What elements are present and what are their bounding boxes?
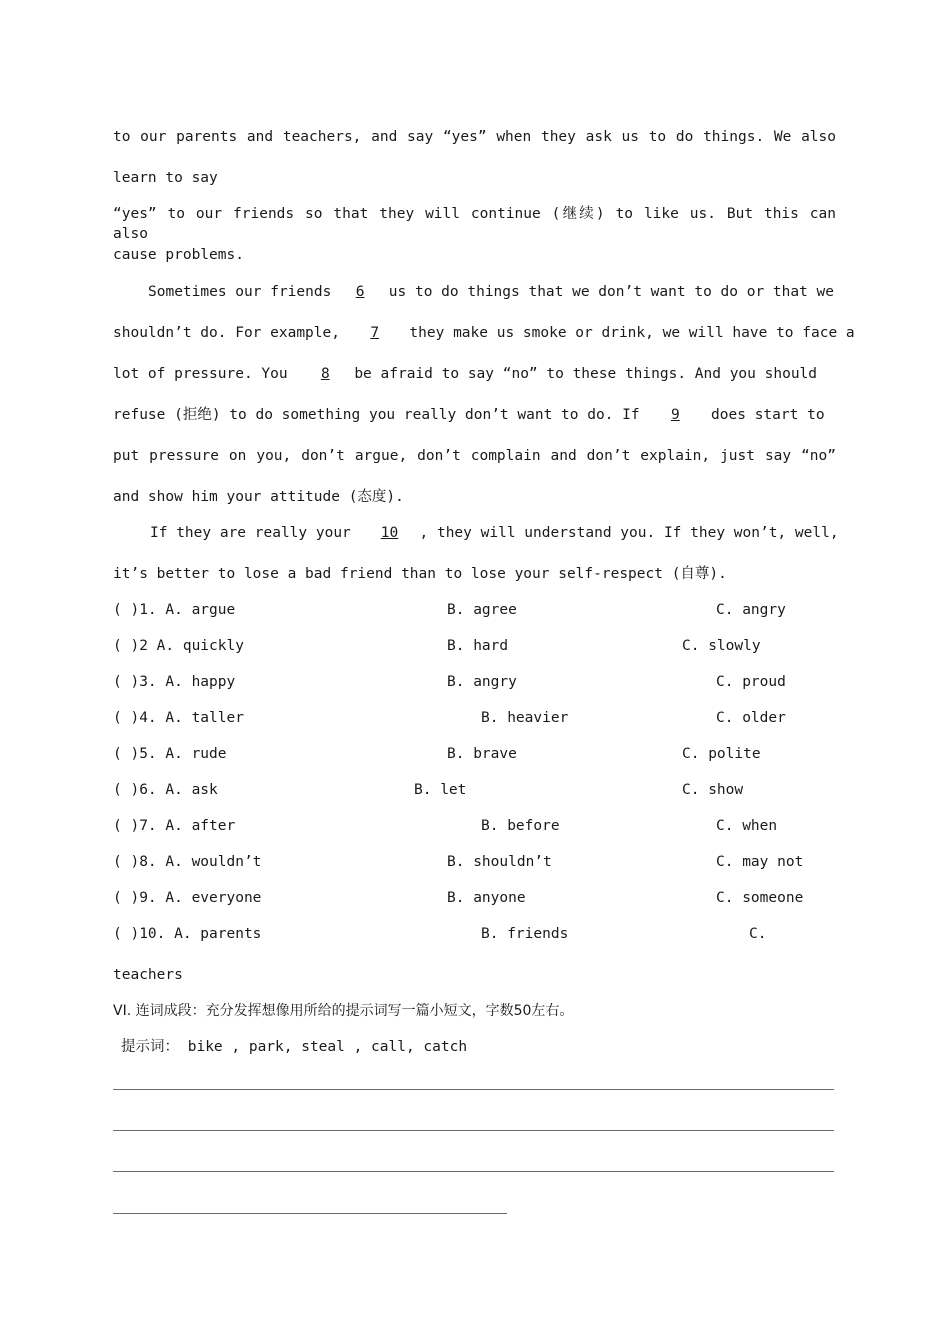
text-segment: If they are really your [150, 525, 360, 541]
blank-9: 9 [670, 407, 680, 423]
text-segment: , they will understand you. If they won’t, well, [419, 525, 839, 541]
text-segment: refuse (拒绝) to do something you really don’t want to do. If [113, 407, 649, 423]
question-8-option-a: ( )8. A. wouldn’t [113, 854, 262, 870]
question-7-option-b: B. before [481, 818, 560, 834]
question-3-option-b: B. angry [447, 674, 517, 690]
question-2-option-a: ( )2 A. quickly [113, 638, 244, 654]
passage-line: put pressure on you, don’t argue, don’t complain and don’t explain, just say “no” [113, 448, 836, 464]
passage-line: learn to say [113, 170, 218, 186]
question-1-option-c: C. angry [716, 602, 786, 618]
question-7-option-a: ( )7. A. after [113, 818, 236, 834]
question-10-option-c-wrap: teachers [113, 967, 183, 983]
question-9-option-c: C. someone [716, 890, 804, 906]
text-segment: be afraid to say “no” to these things. And you should [354, 366, 818, 382]
passage-line [150, 523, 839, 543]
passage-line: to our parents and teachers, and say “yes” when they ask us to do things. We also [113, 129, 836, 145]
passage-line: and show him your attitude (态度). [113, 489, 404, 505]
text-segment: does start to [702, 407, 825, 423]
question-3-option-a: ( )3. A. happy [113, 674, 236, 690]
passage-line [113, 364, 836, 384]
writing-line[interactable] [113, 1171, 834, 1172]
question-10-option-c: C. [749, 926, 767, 942]
passage-line: “yes” to our friends so that they will continue (继续) to like us. But this can also [113, 206, 836, 242]
question-5-option-b: B. brave [447, 746, 517, 762]
passage-line: it’s better to lose a bad friend than to lose your self-respect (自尊). [113, 566, 727, 582]
text-segment: lot of pressure. You [113, 366, 297, 382]
blank-10: 10 [380, 525, 399, 541]
hint-words: 提示词： bike , park, steal , call, catch [121, 1039, 468, 1055]
text-segment: Sometimes our friends [148, 284, 341, 300]
question-6-option-a: ( )6. A. ask [113, 782, 218, 798]
question-8-option-b: B. shouldn’t [447, 854, 552, 870]
question-9-option-b: B. anyone [447, 890, 526, 906]
text-segment: shouldn’t do. For example, [113, 325, 349, 341]
passage-line: cause problems. [113, 247, 244, 263]
writing-line[interactable] [113, 1089, 834, 1090]
blank-7: 7 [370, 325, 380, 341]
question-7-option-c: C. when [716, 818, 778, 834]
section-heading: VI. 连词成段：充分发挥想像用所给的提示词写一篇小短文，字数50左右。 [113, 1003, 574, 1019]
writing-line[interactable] [113, 1130, 834, 1131]
question-2-option-b: B. hard [447, 638, 509, 654]
question-2-option-c: C. slowly [682, 638, 761, 654]
writing-line[interactable] [113, 1213, 507, 1214]
blank-8: 8 [320, 366, 330, 382]
question-5-option-a: ( )5. A. rude [113, 746, 227, 762]
question-3-option-c: C. proud [716, 674, 786, 690]
question-6-option-c: C. show [682, 782, 744, 798]
question-10-option-b: B. friends [481, 926, 569, 942]
question-8-option-c: C. may not [716, 854, 804, 870]
passage-line [113, 323, 855, 343]
blank-6: 6 [355, 284, 365, 300]
question-4-option-c: C. older [716, 710, 786, 726]
question-1-option-a: ( )1. A. argue [113, 602, 236, 618]
text-segment: us to do things that we don’t want to do or that we [380, 284, 835, 300]
question-1-option-b: B. agree [447, 602, 517, 618]
question-9-option-a: ( )9. A. everyone [113, 890, 262, 906]
question-4-option-a: ( )4. A. taller [113, 710, 244, 726]
text-segment: they make us smoke or drink, we will have to face a [400, 325, 855, 341]
passage-line [113, 405, 836, 425]
question-6-option-b: B. let [414, 782, 467, 798]
question-5-option-c: C. polite [682, 746, 761, 762]
passage-line [148, 282, 836, 302]
question-10-option-a: ( )10. A. parents [113, 926, 262, 942]
question-4-option-b: B. heavier [481, 710, 569, 726]
